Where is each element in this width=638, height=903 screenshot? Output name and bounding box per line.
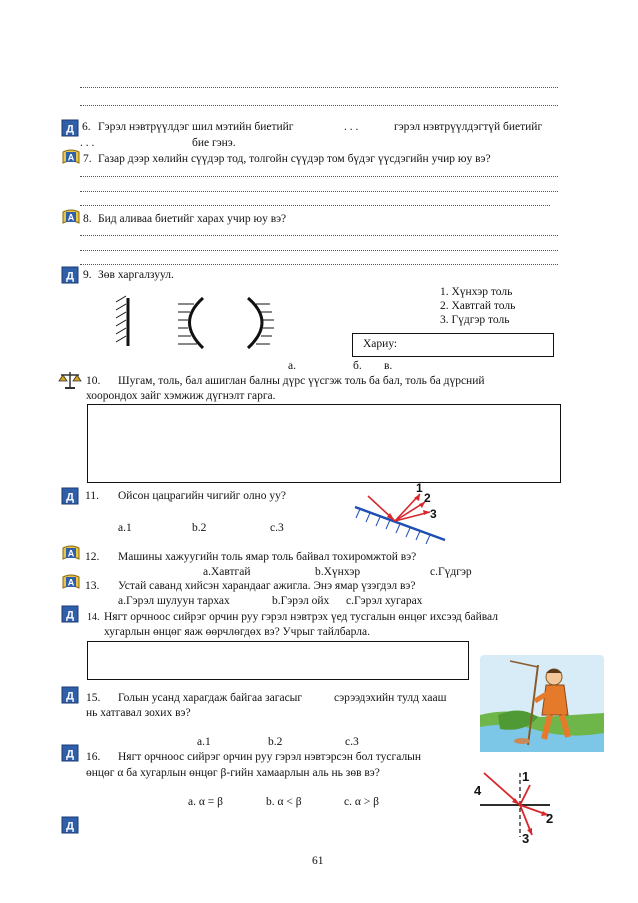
- q9-fig-label-a: a.: [288, 360, 296, 372]
- q9-answer-label: Хариу:: [363, 338, 398, 350]
- q15-line1: Голын усанд харагдаж байгаа загасыг: [118, 692, 303, 704]
- icon-letter: Д: [66, 270, 74, 283]
- answer-line: [80, 205, 550, 206]
- flat-mirror-figure: [116, 296, 128, 346]
- curved-mirror-figure: [178, 298, 203, 348]
- q7-number: 7.: [83, 153, 92, 165]
- q16-number: 16.: [86, 751, 101, 763]
- q13-number: 13.: [85, 580, 100, 592]
- icon-letter: А: [67, 152, 75, 163]
- q9-option-2: 2. Хавтгай толь: [440, 300, 516, 312]
- page-number: 61: [312, 855, 324, 867]
- scroll-a-icon: [61, 544, 79, 562]
- q12-number: 12.: [85, 551, 100, 563]
- icon-letter: Д: [66, 609, 74, 622]
- q14-line2: хугарлын өнцөг яаж өөрчлөгдөх вэ? Учрыг тайлбарла.: [104, 626, 370, 638]
- q11-text: Ойсон цацрагийн чигийг олно уу?: [118, 490, 286, 502]
- scroll-a-icon: [61, 573, 79, 591]
- q10-answer-box[interactable]: [87, 404, 561, 483]
- q12-text: Машины хажуугийн толь ямар толь байвал тохиромжтой вэ?: [118, 551, 417, 563]
- reflection-figure: [350, 482, 450, 544]
- q11-option-b: b.2: [192, 522, 207, 534]
- q7-text: Газар дээр хөлийн сүүдэр тод, толгойн сүүдэр том бүдэг үүсдэгийн учир юу вэ?: [98, 153, 491, 165]
- q11-option-c: c.3: [270, 522, 284, 534]
- q11-option-a: a.1: [118, 522, 132, 534]
- scroll-a-icon: [61, 148, 79, 166]
- q6-line2-gap: . . .: [80, 137, 95, 149]
- fishing-boy-illustration: [480, 655, 604, 752]
- q10-number: 10.: [86, 375, 101, 387]
- q13-option-b: b.Гэрэл ойх: [272, 595, 330, 607]
- document-d-icon: [61, 686, 79, 704]
- document-d-icon: [61, 487, 79, 505]
- q8-text: Бид аливаа биетийг харах учир юу вэ?: [98, 213, 287, 225]
- answer-line: [80, 191, 558, 192]
- document-d-icon: [61, 816, 79, 834]
- ray-label-2: 2: [424, 491, 431, 505]
- q10-line2: хоорондох зайг хэмжиж дүгнэлт гарга.: [86, 390, 276, 402]
- icon-letter: А: [67, 212, 75, 223]
- icon-letter: А: [67, 577, 75, 588]
- q6-gap: . . .: [344, 121, 359, 133]
- refraction-figure: [470, 765, 565, 845]
- q14-line1: Нягт орчноос сийрэг орчин руу гэрэл нэвтрэх үед тусгалын өнцөг ихсээд байвал: [104, 611, 498, 623]
- icon-letter: Д: [66, 690, 74, 703]
- q16-option-b: b. α < β: [266, 796, 302, 808]
- q16-line1: Нягт орчноос сийрэг орчин руу гэрэл нэвтэрсэн бол тусгалын: [118, 751, 422, 763]
- q9-fig-label-b: б.: [353, 360, 362, 372]
- balance-scale-icon: [58, 370, 82, 388]
- fig-label-3: 3: [522, 831, 530, 846]
- answer-line: [80, 264, 558, 265]
- q16-line2: өнцөг α ба хугарлын өнцөг β-гийн хамаарлын аль нь зөв вэ?: [86, 767, 380, 779]
- fig-label-2: 2: [546, 811, 554, 826]
- q15-option-c: c.3: [345, 736, 359, 748]
- fig-label-1: 1: [522, 769, 530, 784]
- fig-label-4: 4: [474, 783, 482, 798]
- q16-option-c: c. α > β: [344, 796, 379, 808]
- ray-label-3: 3: [430, 507, 437, 521]
- document-d-icon: [61, 119, 79, 137]
- q9-number: 9.: [83, 269, 92, 281]
- q13-option-a: a.Гэрэл шулуун тархах: [118, 595, 230, 607]
- q14-number: 14.: [87, 612, 100, 623]
- q11-number: 11.: [85, 490, 99, 502]
- document-d-icon: [61, 744, 79, 762]
- ray-label-1: 1: [416, 481, 423, 495]
- q15-line2: нь хатгавал зохих вэ?: [86, 707, 191, 719]
- q15-line1b: сэрээдэхийн тулд хааш: [334, 692, 447, 704]
- q6-text: Гэрэл нэвтрүүлдэг шил мэтийн биетийг: [98, 121, 294, 133]
- q15-option-b: b.2: [268, 736, 283, 748]
- q6-line2: бие гэнэ.: [192, 137, 236, 149]
- icon-letter: Д: [66, 123, 74, 136]
- q13-option-c: c.Гэрэл хугарах: [346, 595, 423, 607]
- q15-option-a: a.1: [197, 736, 211, 748]
- answer-line: [80, 250, 558, 251]
- q15-number: 15.: [86, 692, 101, 704]
- icon-letter: А: [67, 548, 75, 559]
- mirror-figures: [108, 292, 288, 352]
- scroll-a-icon: [61, 208, 79, 226]
- q16-option-a: a. α = β: [188, 796, 223, 808]
- q9-fig-label-v: в.: [384, 360, 393, 372]
- answer-line: [80, 87, 558, 88]
- q9-text: Зөв харгалзуул.: [98, 269, 174, 281]
- q12-option-c: c.Гүдгэр: [430, 566, 472, 578]
- q6-number: 6.: [82, 121, 91, 133]
- icon-letter: Д: [66, 748, 74, 761]
- q14-answer-box[interactable]: [87, 641, 469, 680]
- icon-letter: Д: [66, 491, 74, 504]
- answer-line: [80, 235, 558, 236]
- q9-option-3: 3. Гүдгэр толь: [440, 314, 510, 326]
- q10-line1: Шугам, толь, бал ашиглан балны дүрс үүсгэж толь ба бал, толь ба дүрсний: [118, 375, 485, 387]
- q9-option-1: 1. Хүнхэр толь: [440, 286, 513, 298]
- document-d-icon: [61, 605, 79, 623]
- curved-mirror-figure: [248, 298, 274, 348]
- document-d-icon: [61, 266, 79, 284]
- answer-line: [80, 176, 558, 177]
- q9-answer-box[interactable]: [352, 333, 554, 357]
- q12-option-b: b.Хүнхэр: [315, 566, 361, 578]
- q12-option-a: a.Хавтгай: [203, 566, 251, 578]
- q13-text: Устай саванд хийсэн харандааг ажигла. Энэ ямар үзэгдэл вэ?: [118, 580, 416, 592]
- icon-letter: Д: [66, 820, 74, 833]
- q8-number: 8.: [83, 213, 92, 225]
- q6-text2: гэрэл нэвтрүүлдэгтүй биетийг: [394, 121, 543, 133]
- answer-line: [80, 105, 558, 106]
